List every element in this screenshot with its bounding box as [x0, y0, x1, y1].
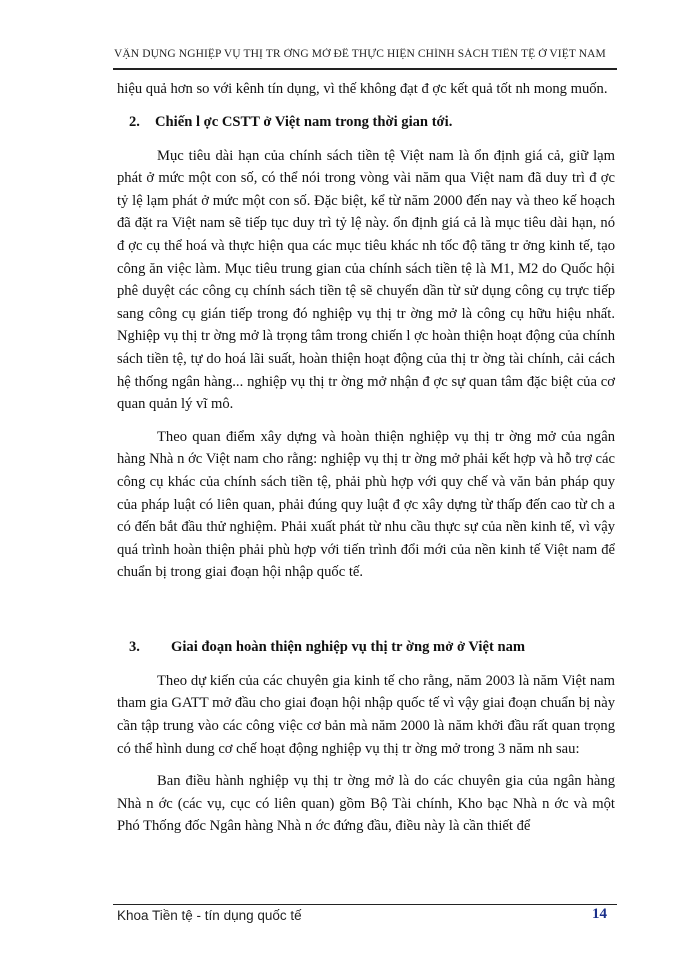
paragraph: Theo dự kiến của các chuyên gia kinh tế cho rằng, năm 2003 là năm Việt nam tham gia GATT mở đầu cho giai đoạn hội nhập quốc tế vì vậy giai đoạn chuẩn bị này cần tập trung vào các công việc cơ bản mà năm 2000 là năm khởi đầu rất quan trọng có thể hình dung cơ chế hoạt động nghiệp vụ thị tr ờng mở trong 3 năm nh sau: [117, 672, 615, 757]
footer-text: Khoa Tiền tệ - tín dụng quốc tế [117, 908, 302, 923]
page-number: 14 [592, 906, 607, 922]
section-title: Giai đoạn hoàn thiện nghiệp vụ thị tr ờng mở ở Việt nam [171, 638, 526, 655]
section-heading-3 [117, 636, 615, 658]
paragraph-continued: hiệu quả hơn so với kênh tín dụng, vì thế không đạt đ ợc kết quả tốt nh mong muốn. [117, 81, 608, 97]
header-rule [113, 68, 617, 70]
paragraph: Theo quan điểm xây dựng và hoàn thiện nghiệp vụ thị tr ờng mở của ngân hàng Nhà n ớc Việt nam cho rằng: nghiệp vụ thị tr ờng mở phải kết hợp và hỗ trợ các công cụ khác của chính sách tiền tệ, phải phù hợp với quy chế và văn bản pháp quy của pháp luật có liên quan, phải đúng quy luật đ ợc xây dựng từ thấp đến cao từ ch a có đến bắt đầu thử nghiệm. Phải xuất phát từ nhu cầu thực sự của nền kinh tế, vì vậy quá trình hoàn thiện phải phù hợp với tiến trình đổi mới của nền kinh tế Việt nam để chuẩn bị trong giai đoạn hội nhập quốc tế. [117, 428, 615, 581]
section-title: Chiến l ợc CSTT ở Việt nam trong thời gian tới. [155, 113, 453, 130]
page-content [117, 78, 615, 848]
section-number: 3. [129, 638, 140, 655]
paragraph: Ban điều hành nghiệp vụ thị tr ờng mở là do các chuyên gia của ngân hàng Nhà n ớc (các vụ, cục có liên quan) gồm Bộ Tài chính, Kho bạc Nhà n ớc và một Phó Thống đốc Ngân hàng Nhà n ớc đứng đầu, điều này là cần thiết để [117, 773, 615, 835]
paragraph: Mục tiêu dài hạn của chính sách tiền tệ Việt nam là ổn định giá cả, giữ lạm phát ở mức một con số, có thể nói trong vòng vài năm qua Việt nam đã duy trì đ ợc tỷ lệ lạm phát ở mức một con số. Đặc biệt, kể từ năm 2000 đến nay và theo kế hoạch đã đặt ra Việt nam sẽ tiếp tục duy trì tỷ lệ này. ổn định giá cả là mục tiêu dài hạn, nó đ ợc cụ thể hoá và thực hiện qua các mục tiêu khác nh tốc độ tăng tr ởng kinh tế, tạo công ăn việc làm. Mục tiêu trung gian của chính sách tiền tệ là M1, M2 do Quốc hội phê duyệt các công cụ chính sách tiền tệ sẽ chuyển dần từ sử dụng công cụ trực tiếp sang công cụ gián tiếp trong đó nghiệp vụ thị tr ờng mở là công cụ hữu hiệu nhất. Nghiệp vụ thị tr ờng mở là trọng tâm trong chiến l ợc hoàn thiện hoạt động của chính sách tiền tệ, tự do hoá lãi suất, hoàn thiện hoạt động của thị tr ờng tài chính, cải cách hệ thống ngân hàng... nghiệp vụ thị tr ờng mở nhận đ ợc sự quan tâm đặc biệt của cơ quan quản lý vĩ mô. [117, 147, 615, 413]
section-heading-2 [117, 111, 615, 133]
footer-rule [113, 904, 617, 905]
section-number: 2. [129, 113, 140, 130]
running-header: VẬN DỤNG NGHIỆP VỤ THỊ TR ỜNG MỞ ĐỂ THỰC HIỆN CHÍNH SÁCH TIỀN TỆ Ở VIỆT NAM [114, 48, 606, 60]
